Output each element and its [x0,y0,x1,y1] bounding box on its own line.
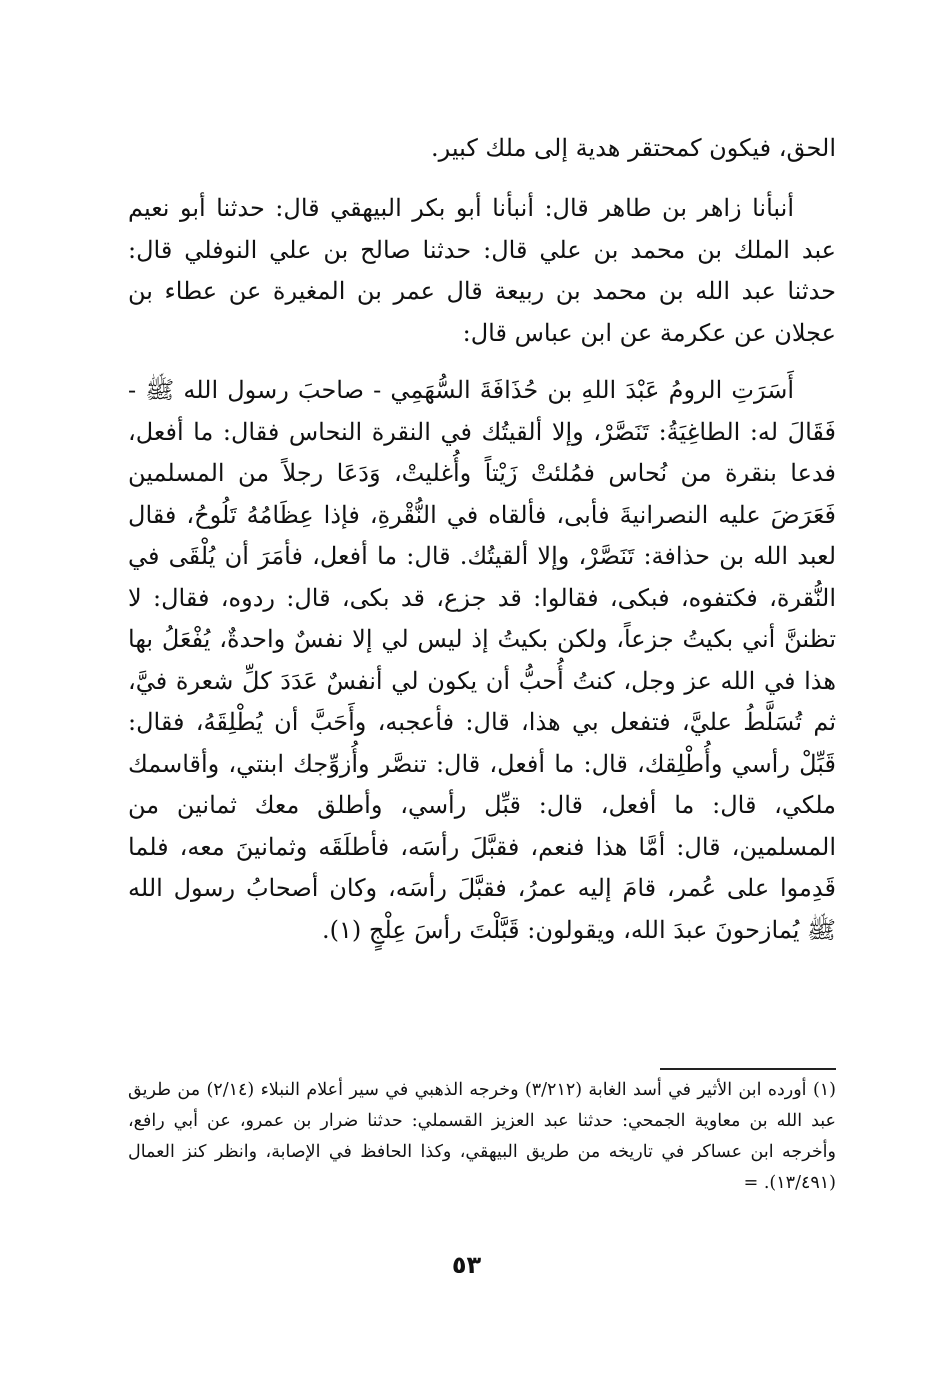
footnote-text: أورده ابن الأثير في أسد الغابة (٣/٢١٢) وخرجه الذهبي في سير أعلام النبلاء (٢/١٤) من طريق عبد الله بن معاوية الجمحي: حدثنا عبد العزيز القسملي: حدثنا ضرار بن عمرو، عن أبي رافع، وأخرجه ابن عساكر في تاريخه من طريق البيهقي، وكذا الحافظ في الإصابة، وانظر كنز العمال (١٣/٤٩١). = [128,1080,836,1193]
page-number: ٥٣ [451,1251,482,1279]
footnote-divider [660,1068,836,1070]
body-paragraph-1: الحق، فيكون كمحتقر هدية إلى ملك كبير. [430,134,836,162]
body-paragraph-2: أنبأنا زاهر بن طاهر قال: أنبأنا أبو بكر البيهقي قال: حدثنا أبو نعيم عبد الملك بن محمد بن علي قال: حدثنا صالح بن علي النوفلي قال: حدثنا عبد الله بن محمد بن ربيعة قال عمر بن المغيرة عن عطاء بن عجلان عن عكرمة عن ابن عباس قال: [128,194,836,347]
footnote-number: (١) [812,1080,836,1100]
footnote [128,1075,836,1199]
body-paragraph-3: أَسَرَتِ الرومُ عَبْدَ اللهِ بن حُذَافَةَ السُّهَمِي - صاحبَ رسول الله ﷺ - فَقَالَ له: الطاغِيَةُ: تَنَصَّرْ، وإلا ألقيتُك في النقرة النحاس فقال: ما أفعل، فدعا بنقرة من نُحاس فمُلئتْ زَيْتاً وأُغليتْ، وَدَعَا رجلاً من المسلمين فَعَرَضَ عليه النصرانيةَ فأبى، فألقاه في النُّقْرةِ، فإذا عِظَامُهُ تَلُوحُ، فقال لعبد الله بن حذافة: تَنَصَّرْ، وإلا ألقيتُك. قال: ما أفعل، فأمَرَ أن يُلْقَى في النُّقرة، فكتفوه، فبكى، فقالوا: قد جزع، قد بكى، قال: ردوه، فقال: لا تظننَّ أني بكيتُ جزعاً، ولكن بكيتُ إذ ليس لي إلا نفسٌ واحدةٌ، يُفْعَلُ بها هذا في الله عز وجل، كنتُ أُحبُّ أن يكون لي أنفسٌ عَدَدَ كلِّ شعرة فيَّ، ثم تُسَلَّطُ عليَّ، فتفعل بي هذا، قال: فأعجبه، وأَحَبَّ أن يُطْلِقَهُ، فقال: قَبِّلْ رأسي وأُطْلِقك، قال: ما أفعل، قال: تنصَّر وأُزوِّجك ابنتي، وأقاسمك ملكي، قال: ما أفعل، قال: قبِّل رأسي، وأطلق معك ثمانين من المسلمين، قال: أمَّا هذا فنعم، فقبَّلَ رأسَه، فأطلَقَه وثمانينَ معه، فلما قَدِموا على عُمر، قامَ إليه عمرُ، فقبَّلَ رأسَه، وكان أصحابُ رسول الله ﷺ يُمازحونَ عبدَ الله، ويقولون: قَبَّلْتَ رأسَ عِلْجٍ (١). [128,376,836,944]
